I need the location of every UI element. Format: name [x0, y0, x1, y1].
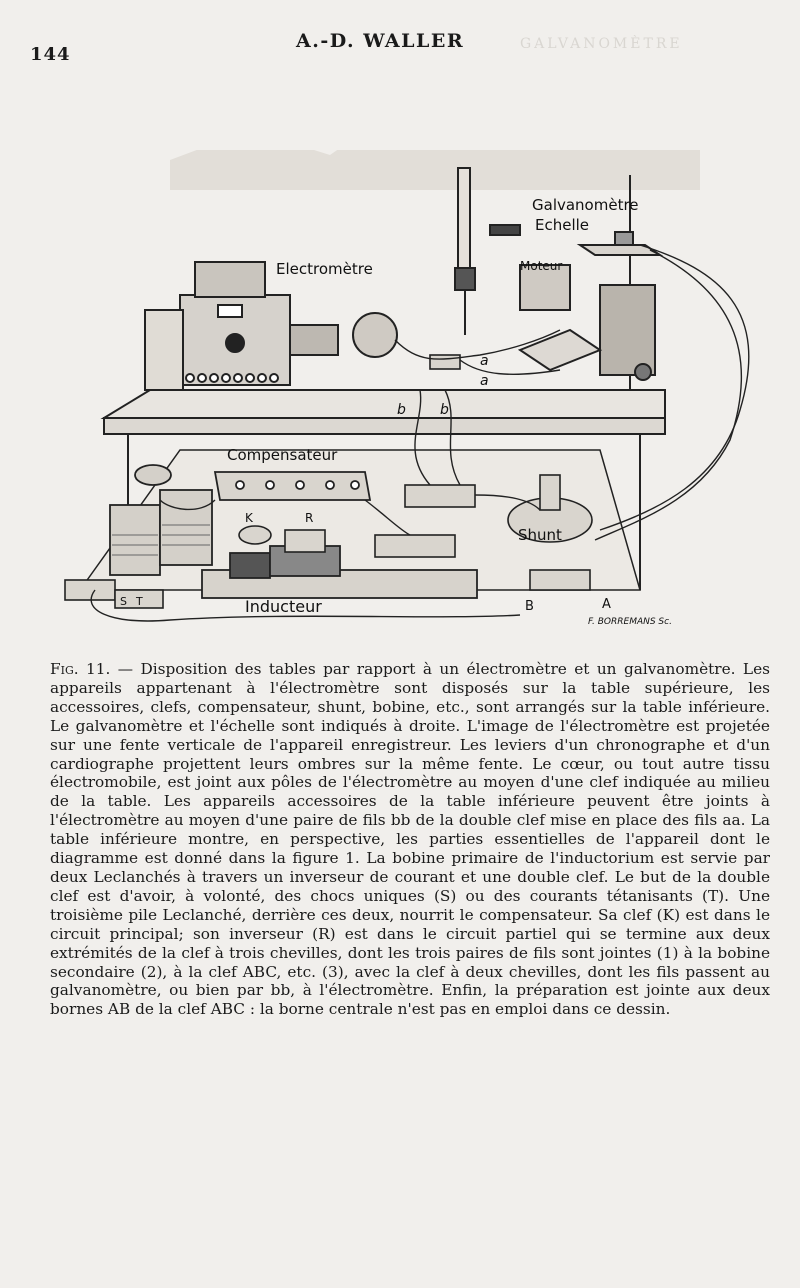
label-inducteur: Inducteur: [245, 597, 322, 616]
electrometer-box: [145, 262, 397, 390]
label-wire-b-left: b: [397, 402, 406, 418]
apparatus-drawing: [40, 150, 780, 640]
label-wire-b-right: b: [440, 402, 449, 418]
label-moteur: Moteur: [520, 259, 563, 273]
motor-recorder: [520, 265, 655, 380]
label-compensateur: Compensateur: [227, 446, 338, 464]
caption-figure-label: Fig. 11.: [50, 660, 111, 678]
label-wire-a-top: a: [480, 353, 489, 369]
figure-caption: [50, 660, 770, 1019]
label-engraver-signature: F. BORREMANS Sc.: [588, 617, 672, 627]
label-terminal-b: B: [525, 599, 534, 614]
bleed-through-running-head: GALVANOMÈTRE: [520, 36, 683, 52]
caption-text: — Disposition des tables par rapport à un électromètre et un galvanomètre. Les appareils appartenant à l'électromètre sont disposés sur la table supérieure, les accessoires, clefs, compensateur, shunt, bobine, etc., sont arrangés sur la table inférieure. Le galvanomètre et l'échelle sont indiqués à droite. L'image de l'électromètre est projetée sur une fente verticale de l'appareil enregistreur. Les leviers d'un chronographe et d'un cardiographe projettent leurs ombres sur la même fente. Le cœur, ou tout autre tissu électromobile, est joint aux pôles de l'électromètre au moyen d'une clef indiquée au milieu de la table. Les appareils accessoires de la table inférieure peuvent être joints à l'électromètre au moyen d'une paire de fils bb de la double clef mise en place des fils aa. La table inférieure montre, en perspective, les parties essentielles de l'appareil dont le diagramme est donné dans la figure 1. La bobine primaire de l'inductorium est servie par deux Leclanchés à travers un inverseur de courant et une double clef. Le but de la double clef est d'avoir, à volonté, des chocs uniques (S) ou des courants tétanisants (T). Une troisième pile Leclanché, derrière ces deux, nourrit le compensateur. Sa clef (K) est dans le circuit principal; son inverseur (R) est dans le circuit partiel qui se termine aux deux extrémités de la clef à trois chevilles, dont les trois paires de fils sont jointes (1) à la bobine secondaire (2), à la clef ABC, etc. (3), avec la clef à deux chevilles, dont les fils passent au galvanomètre, ou bien par bb, à l'électromètre. Enfin, la préparation est jointe aux deux bornes AB de la clef ABC : la borne centrale n'est pas en emploi dans ce dessin.: [50, 660, 770, 1019]
page-number: 144: [30, 44, 71, 65]
label-echelle: Echelle: [535, 216, 590, 234]
label-key-k: K: [245, 511, 253, 525]
label-shunt: Shunt: [518, 526, 562, 544]
bleed-through-shape: [170, 150, 700, 190]
label-key-s: S: [120, 595, 127, 608]
label-wire-a-bottom: a: [480, 373, 489, 389]
label-key-r: R: [305, 511, 314, 525]
label-key-t: T: [136, 595, 143, 608]
compensateur-box: [215, 472, 370, 500]
apparatus-figure: [40, 150, 780, 640]
label-electrometre: Electromètre: [276, 260, 373, 278]
running-head: A.-D. WALLER: [296, 30, 465, 52]
label-terminal-a: A: [602, 597, 611, 612]
label-galvanometre: Galvanomètre: [532, 196, 639, 214]
